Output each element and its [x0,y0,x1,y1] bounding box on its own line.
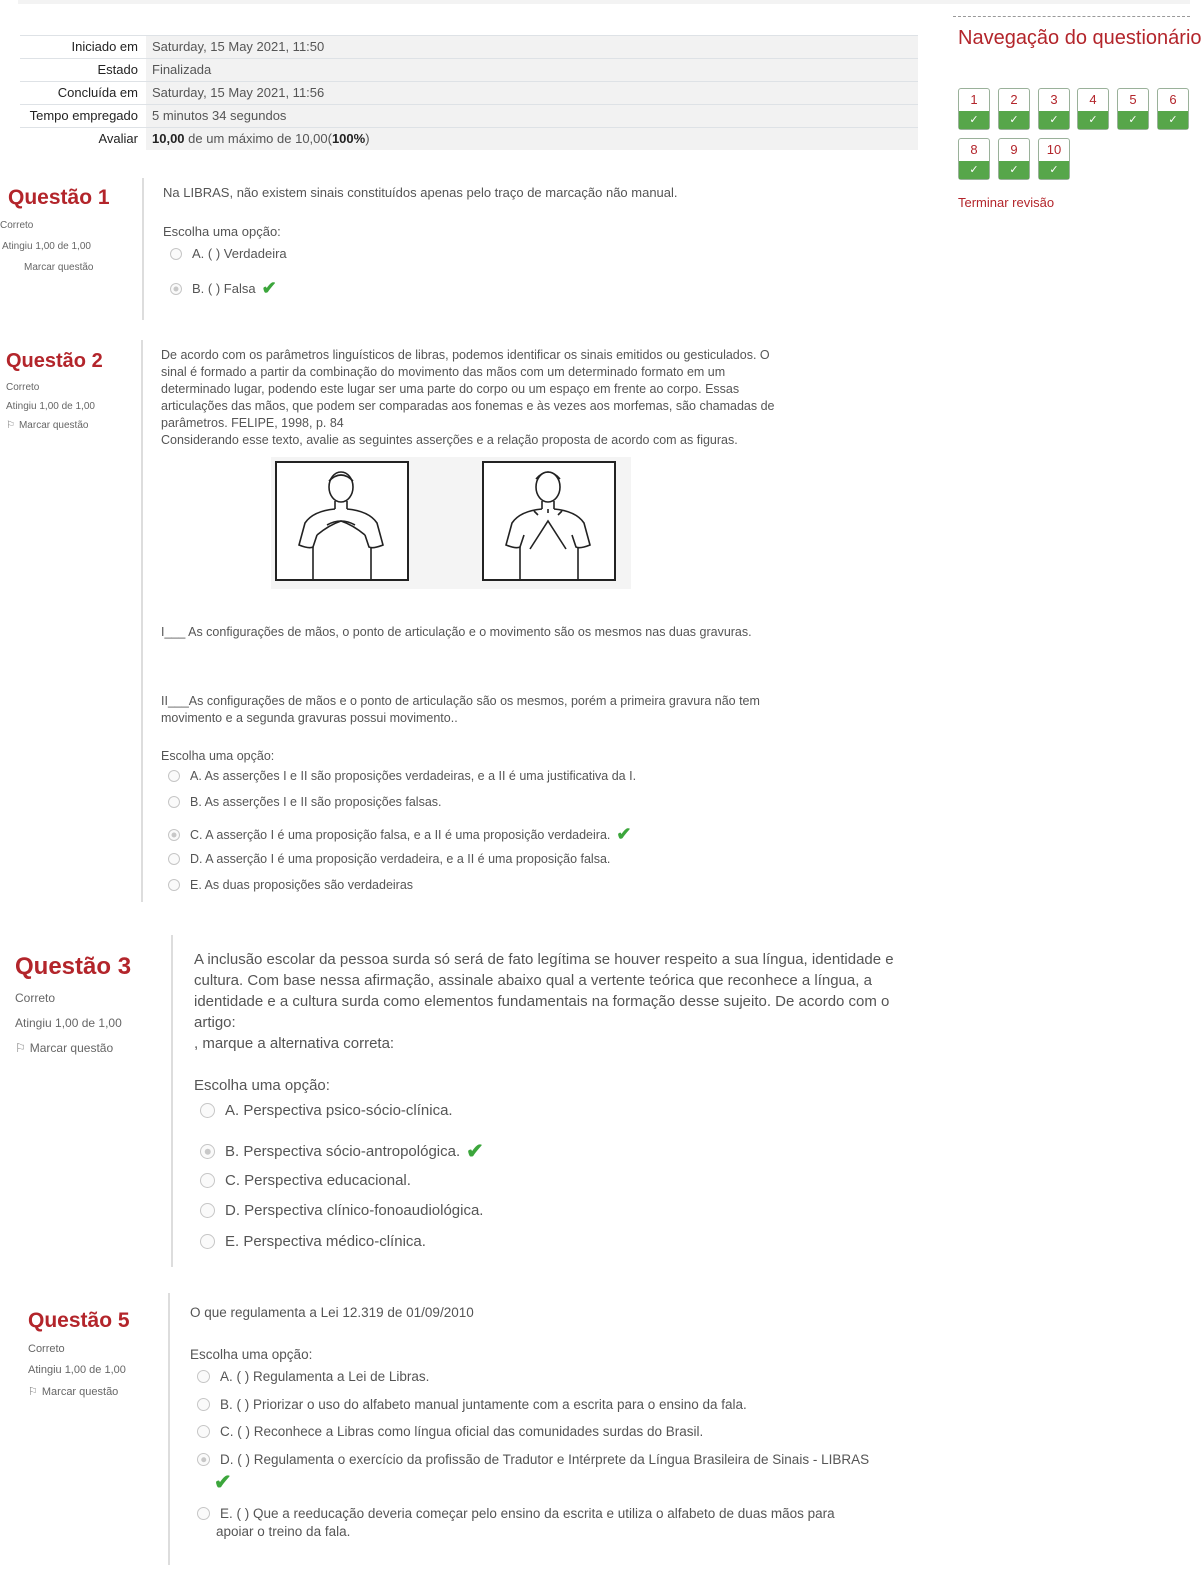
option-c[interactable] [197,1424,703,1439]
check-icon: ✔ [261,278,277,298]
option-e[interactable] [197,1506,835,1521]
radio-button[interactable] [168,770,180,782]
text-line: A inclusão escolar da pessoa surda só será de fato legítima se houver respeito a sua língua, identidade e [194,951,894,968]
radio-button[interactable] [168,879,180,891]
question-info [15,953,165,1055]
option-b[interactable] [197,1397,747,1412]
choose-option-label: Escolha uma opção: [163,224,281,239]
text-line: Considerando esse texto, avalie as seguintes asserções e a relação proposta de acordo com as figuras. [161,433,738,447]
option-b[interactable] [170,278,277,299]
question-info [6,350,136,431]
text-line: determinado lugar, podendo este lugar ser uma parte do corpo ou um espaço em frente ao corpo. Essas [161,382,740,396]
text-line: De acordo com os parâmetros linguísticos de libras, podemos identificar os sinais emitidos ou gesticulados. O [161,348,770,362]
person-signing-icon [484,463,614,579]
summary-label: Avaliar [98,131,138,146]
option-label: D. Perspectiva clínico-fonoaudiológica. [225,1202,484,1219]
flag-question-button[interactable] [15,1041,165,1055]
radio-button[interactable] [200,1203,215,1218]
radio-button[interactable] [197,1507,210,1520]
flag-icon: ⚐ [28,1386,38,1398]
option-label: A. ( ) Verdadeira [192,246,287,261]
check-icon: ✓ [1158,111,1188,129]
nav-title: Navegação do questionário [958,27,1202,49]
nav-button-8[interactable] [958,138,990,180]
assertion-2 [161,693,760,727]
text-line: , marque a alternativa correta: [194,1035,395,1052]
sign-illustrations [271,457,631,589]
option-b[interactable] [168,795,442,809]
question-divider [142,178,144,320]
option-label-continued: apoiar o treino da fala. [216,1524,351,1539]
question-info [0,186,128,273]
nav-number: 1 [970,92,978,107]
question-title: Questão 1 [8,186,110,209]
summary-value [146,128,918,151]
question-title: Questão 3 [15,953,132,980]
question-text [161,347,921,449]
flag-icon: ⚐ [6,420,15,431]
check-icon: ✔ [214,1471,232,1494]
option-label: C. A asserção I é uma proposição falsa, e a II é uma proposição verdadeira. [190,827,611,842]
nav-number: 4 [1089,92,1097,107]
sign-figure-1 [275,461,409,581]
grade-value: 10,00 [152,131,185,146]
option-d[interactable] [197,1452,869,1467]
radio-button[interactable] [200,1173,215,1188]
radio-button-selected[interactable] [170,283,182,295]
option-label: D. A asserção I é uma proposição verdadeira, e a II é uma proposição falsa. [190,852,611,866]
summary-label: Tempo empregado [29,108,138,123]
text-line: articulações das mãos, que podem ser comparadas aos fonemas e às vezes aos morfemas, são chamadas de [161,399,775,413]
check-icon: ✓ [959,111,989,129]
flag-label: Marcar questão [18,420,89,431]
nav-number: 8 [970,142,978,157]
option-label: B. ( ) Falsa [192,281,256,296]
nav-button-9[interactable] [998,138,1030,180]
option-d[interactable] [168,852,610,866]
option-c[interactable] [168,824,631,845]
option-a[interactable] [200,1102,453,1119]
text-line: II___As configurações de mãos e o ponto de articulação são os mesmos, porém a primeira gravura não tem [161,694,760,708]
choose-option-label: Escolha uma opção: [194,1077,330,1094]
summary-row [20,59,918,82]
choose-option-label: Escolha uma opção: [190,1347,313,1362]
question-title: Questão 5 [28,1309,130,1332]
grade-close: ) [365,131,370,146]
radio-button[interactable] [200,1103,215,1118]
summary-value: Saturday, 15 May 2021, 11:50 [146,36,918,59]
question-divider [141,340,143,902]
nav-number: 3 [1050,92,1058,107]
text-line: cultura. Com base nessa afirmação, assinale abaixo qual a vertente teórica que reconhece a língua, a [194,972,872,989]
summary-row [20,105,918,128]
question-status: Correto [6,382,40,393]
nav-divider [953,16,1190,17]
question-status: Correto [28,1343,65,1355]
radio-button-selected[interactable] [168,829,180,841]
question-text: Na LIBRAS, não existem sinais constituídos apenas pelo traço de marcação não manual. [163,185,678,200]
option-label: C. Perspectiva educacional. [225,1172,411,1189]
option-label: A. As asserções I e II são proposições verdadeiras, e a II é uma justificativa da I. [190,769,637,783]
check-icon: ✓ [1039,111,1069,129]
check-icon: ✓ [1039,161,1069,179]
nav-button-3[interactable] [1038,88,1070,130]
option-a[interactable] [168,769,636,783]
option-label: E. ( ) Que a reeducação deveria começar pelo ensino da escrita e utiliza o alfabeto de duas mãos para [220,1506,835,1521]
nav-number: 5 [1129,92,1137,107]
grade-percent: 100% [331,131,366,146]
check-icon: ✓ [999,111,1029,129]
flag-question-button[interactable]: Marcar questão [24,262,94,273]
summary-row [20,82,918,105]
option-e[interactable] [200,1233,426,1250]
check-icon: ✓ [999,161,1029,179]
nav-button-2[interactable] [998,88,1030,130]
radio-button-selected[interactable] [200,1144,215,1159]
assertion-1: I___ As configurações de mãos, o ponto de articulação e o movimento são os mesmos nas duas gravuras. [161,625,752,639]
radio-button[interactable] [168,796,180,808]
option-label: D. ( ) Regulamenta o exercício da profissão de Tradutor e Intérprete da Língua Brasileira de Sinais - LIBRAS [220,1452,870,1467]
finish-review-link[interactable]: Terminar revisão [958,195,1055,210]
question-grade: Atingiu 1,00 de 1,00 [6,401,95,412]
radio-button-selected[interactable] [197,1453,210,1466]
nav-button-4[interactable] [1077,88,1109,130]
question-title: Questão 2 [6,350,103,372]
question-text [194,949,1014,1054]
nav-number: 10 [1046,142,1062,157]
question-divider [171,935,173,1267]
option-e[interactable] [168,878,413,892]
check-icon: ✔ [466,1140,484,1163]
radio-button[interactable] [200,1234,215,1249]
top-divider [18,0,1190,4]
option-c[interactable] [200,1172,411,1189]
nav-button-6[interactable] [1157,88,1189,130]
option-d[interactable] [200,1202,483,1219]
sign-figure-2 [482,461,616,581]
radio-button[interactable] [170,248,182,260]
text-line: sinal é formado a partir da combinação do movimento das mãos com um determinado formato em um [161,365,726,379]
flag-icon: ⚐ [15,1041,26,1055]
option-label: B. Perspectiva sócio-antropológica. [225,1143,461,1160]
flag-label: Marcar questão [29,1041,114,1055]
nav-number: 9 [1010,142,1018,157]
choose-option-label: Escolha uma opção: [161,749,275,763]
option-label: B. ( ) Priorizar o uso do alfabeto manual juntamente com a escrita para o ensino da fala. [220,1397,747,1412]
text-line: identidade e a cultura surda como elementos fundamentais na formação desse sujeito. De acordo com o [194,993,890,1010]
summary-label: Iniciado em [71,39,138,54]
check-icon: ✓ [1118,111,1148,129]
flag-label: Marcar questão [41,1386,119,1398]
option-b[interactable] [200,1139,484,1164]
nav-number: 2 [1010,92,1018,107]
nav-button-5[interactable] [1117,88,1149,130]
nav-button-1[interactable] [958,88,990,130]
question-grade: Atingiu 1,00 de 1,00 [2,241,91,252]
summary-value: Finalizada [146,59,918,82]
person-signing-icon [277,463,407,579]
flag-question-button[interactable] [6,420,136,431]
question-status: Correto [0,220,34,231]
question-status: Correto [15,991,56,1005]
question-divider [168,1293,170,1565]
check-icon: ✓ [959,161,989,179]
radio-button[interactable] [197,1398,210,1411]
question-grade: Atingiu 1,00 de 1,00 [15,1016,122,1030]
option-label: B. As asserções I e II são proposições falsas. [190,795,442,809]
summary-label: Estado [97,62,138,77]
option-label: E. Perspectiva médico-clínica. [225,1233,426,1250]
question-info [28,1309,168,1398]
text-line: movimento e a segunda gravuras possui movimento.. [161,711,458,725]
option-label: E. As duas proposições são verdadeiras [190,878,414,892]
option-label: A. ( ) Regulamenta a Lei de Libras. [220,1369,430,1384]
question-text: O que regulamenta a Lei 12.319 de 01/09/2010 [190,1305,474,1320]
text-line: parâmetros. FELIPE, 1998, p. 84 [161,416,344,430]
flag-question-button[interactable] [28,1385,168,1398]
nav-number: 6 [1169,92,1177,107]
nav-button-10[interactable] [1038,138,1070,180]
radio-button[interactable] [197,1370,210,1383]
option-a[interactable] [197,1369,429,1384]
option-label: C. ( ) Reconhece a Libras como língua oficial das comunidades surdas do Brasil. [220,1424,704,1439]
text-line: artigo: [194,1014,236,1031]
question-grade: Atingiu 1,00 de 1,00 [28,1364,126,1376]
option-label: A. Perspectiva psico-sócio-clínica. [225,1102,453,1119]
summary-row [20,128,918,151]
option-a[interactable] [170,246,287,261]
summary-value: 5 minutos 34 segundos [146,105,918,128]
check-icon: ✔ [616,824,632,844]
summary-label: Concluída em [57,85,138,100]
radio-button[interactable] [168,853,180,865]
attempt-summary-table [20,35,918,150]
radio-button[interactable] [197,1425,210,1438]
check-icon: ✓ [1078,111,1108,129]
grade-max: de um máximo de 10,00( [184,131,332,146]
summary-row [20,36,918,59]
summary-value: Saturday, 15 May 2021, 11:56 [146,82,918,105]
